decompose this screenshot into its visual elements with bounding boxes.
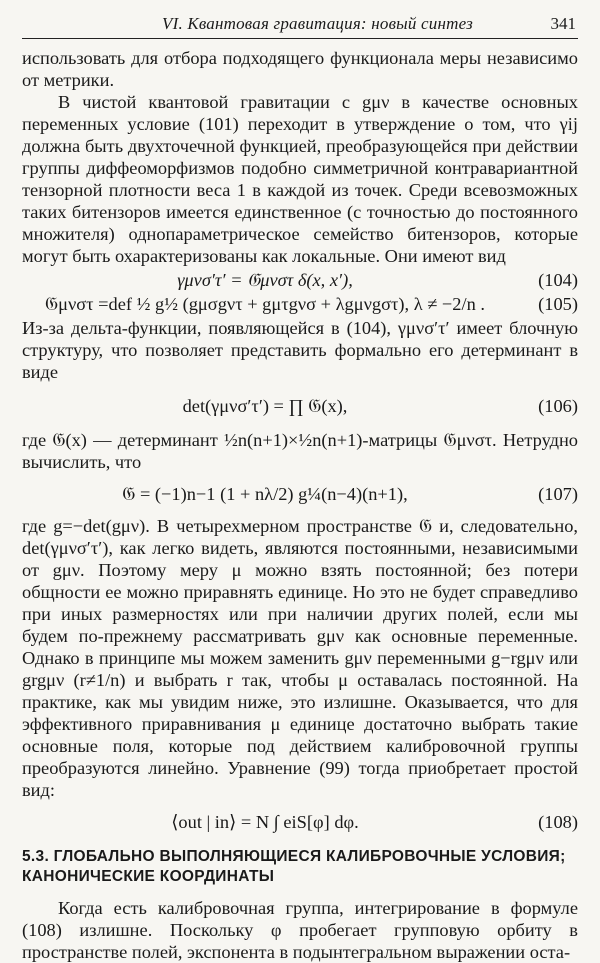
paragraph-2: В чистой квантовой гравитации с gμν в качестве основных переменных условие (101) переходит в утверждение о том, что γij должна быть двухточечной функцией, преобразующейся при действии группы диффеоморфизмов подобно симметричной контравариантной тензорной плотности веса 1 в каждой из точек. Среди всевозможных таких битензоров имеется единственное (с точностью до постоянного множителя) однопараметрическое семейство битензоров, которые могут быть охарактеризованы как локальные. Они имеют вид bbox=[22, 92, 578, 266]
equation-107 bbox=[22, 483, 578, 505]
section-heading: 5.3. ГЛОБАЛЬНО ВЫПОЛНЯЮЩИЕСЯ КАЛИБРОВОЧНЫЕ УСЛОВИЯ; КАНОНИЧЕСКИЕ КООРДИНАТЫ bbox=[22, 848, 566, 885]
paragraph-6: Когда есть калибровочная группа, интегрирование в формуле (108) излишне. Поскольку φ пробегает групповую орбиту в пространстве полей, экспонента в подынтегральном выражении оста- bbox=[22, 898, 578, 962]
paragraph-4: где 𝔊(x) — детерминант ½n(n+1)×½n(n+1)-матрицы 𝔊μνστ. Нетрудно вычислить, что bbox=[22, 430, 578, 472]
equation-104 bbox=[22, 269, 578, 291]
equation-107-body: 𝔊 = (−1)n−1 (1 + nλ/2) g¼(n−4)(n+1), bbox=[122, 484, 408, 504]
paragraph-1: использовать для отбора подходящего функционала меры независимо от метрики. bbox=[22, 48, 578, 90]
paragraph-3: Из-за дельта-функции, появляющейся в (104), γμνσ′τ′ имеет блочную структуру, что позволяет представить формально его детерминант в виде bbox=[22, 318, 578, 382]
running-title: VI. Квантовая гравитация: новый синтез bbox=[162, 14, 473, 33]
equation-106 bbox=[22, 395, 578, 417]
page-number: 341 bbox=[550, 14, 576, 33]
equation-106-number: (106) bbox=[538, 396, 578, 416]
equation-105-body: 𝔊μνστ =def ½ g½ (gμσgντ + gμτgνσ + λgμνgστ), λ ≠ −2/n . bbox=[45, 294, 485, 314]
equation-107-number: (107) bbox=[538, 484, 578, 504]
equation-105-number: (105) bbox=[538, 294, 578, 314]
equation-108 bbox=[22, 811, 578, 833]
equation-104-number: (104) bbox=[538, 270, 578, 290]
equation-104-body: γμνσ′τ′ = 𝔊μνστ δ(x, x′), bbox=[177, 270, 353, 290]
running-header bbox=[22, 14, 578, 39]
equation-108-number: (108) bbox=[538, 812, 578, 832]
equation-105 bbox=[22, 293, 578, 315]
paragraph-5: где g=−det(gμν). В четырехмерном пространстве 𝔊 и, следовательно, det(γμνσ′τ′), как легко видеть, являются постоянными, независимыми от gμν. Поэтому меру μ можно взять постоянной; без потери общности ее можно приравнять единице. Но это не будет справедливо при иных размерностях или при наличии других полей, если мы будем по-прежнему рассматривать gμν как основные переменные. Однако в принципе мы можем заменить gμν переменными g−rgμν или grgμν (r≠1/n) и выбрать r так, чтобы μ оставалась постоянной. На практике, как мы увидим ниже, это излишне. Оказывается, что для эффективного приравнивания μ единице достаточно выбрать такие основные поля, которые под действием калибровочной группы преобразуются линейно. Уравнение (99) тогда приобретает простой вид: bbox=[22, 516, 578, 800]
equation-106-body: det(γμνσ′τ′) = ∏ 𝔊(x), bbox=[182, 396, 348, 416]
equation-108-body: ⟨out | in⟩ = N ∫ eiS[φ] dφ. bbox=[171, 812, 359, 832]
